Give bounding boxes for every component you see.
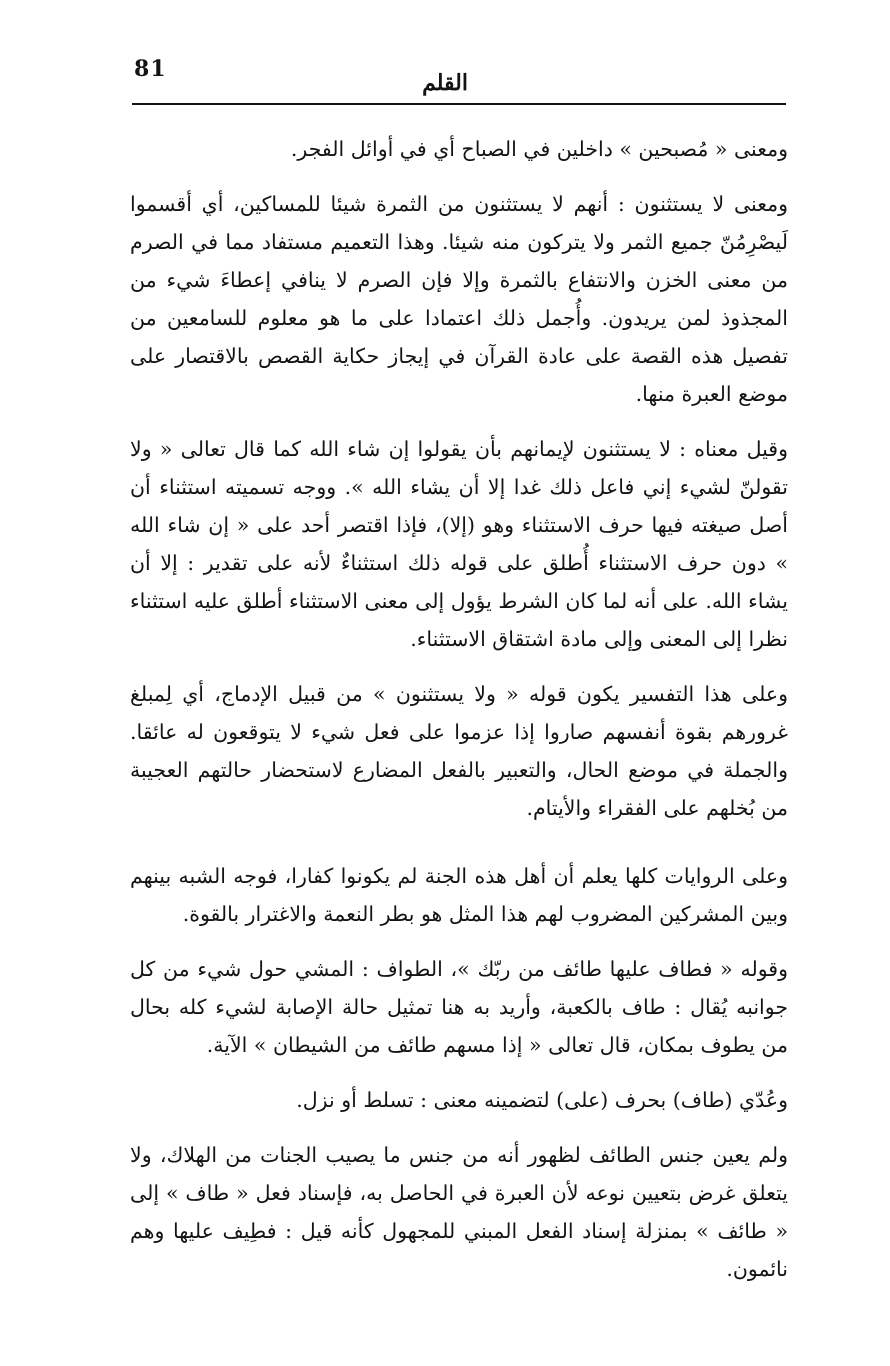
paragraph: وعلى هذا التفسير يكون قوله « ولا يستثنون » من قبيل الإدماج، أي لِمبلغ غرورهم بقوة أنفسهم صاروا إذا عزموا على فعل شيء لا يتوقعون له عائقا. والجملة في موضع الحال، والتعبير بالفعل المضارع لاستحضار حالتهم العجيبة من بُخلهم على الفقراء والأيتام. <box>130 682 788 820</box>
paragraph: وعُدّي (طاف) بحرف (على) لتضمينه معنى : تسلط أو نزل. <box>296 1088 788 1112</box>
running-title: القلم <box>422 70 468 96</box>
header-rule <box>132 103 786 105</box>
page-body <box>130 130 788 1305</box>
paragraph: وقيل معناه : لا يستثنون لإيمانهم بأن يقولوا إن شاء الله كما قال تعالى « ولا تقولنّ لشيء إني فاعل ذلك غدا إلا أن يشاء الله ». ووجه تسميته استثناء أن أصل صيغته فيها حرف الاستثناء وهو (إلا)، فإذا اقتصر أحد على « إن شاء الله » دون حرف الاستثناء أُطلق على قوله ذلك استثناءٌ لأنه على تقدير : إلا أن يشاء الله. على أنه لما كان الشرط يؤول إلى معنى الاستثناء أطلق عليه استثناء نظرا إلى المعنى وإلى مادة اشتقاق الاستثناء. <box>130 437 788 651</box>
paragraph: وقوله « فطاف عليها طائف من ربّك »، الطواف : المشي حول شيء من كل جوانبه يُقال : طاف بالكعبة، وأريد به هنا تمثيل حالة الإصابة لشيء كله بحال من يطوف بمكان، قال تعالى « إذا مسهم طائف من الشيطان » الآية. <box>130 957 788 1057</box>
paragraph: ولم يعين جنس الطائف لظهور أنه من جنس ما يصيب الجنات من الهلاك، ولا يتعلق غرض بتعيين نوعه لأن العبرة في الحاصل به، فإسناد فعل « طاف » إلى « طائف » بمنزلة إسناد الفعل المبني للمجهول كأنه قيل : فطِيف عليها وهم نائمون. <box>130 1143 788 1281</box>
paragraph: ومعنى « مُصبحين » داخلين في الصباح أي في أوائل الفجر. <box>290 137 788 161</box>
paragraph: وعلى الروايات كلها يعلم أن أهل هذه الجنة لم يكونوا كفارا، فوجه الشبه بينهم وبين المشركين المضروب لهم هذا المثل هو بطر النعمة والاغترار بالقوة. <box>130 864 788 926</box>
paragraph: ومعنى لا يستثنون : أنهم لا يستثنون من الثمرة شيئا للمساكين، أي أقسموا لَيصْرِمُنّ جميع الثمر ولا يتركون منه شيئا. وهذا التعميم مستفاد مما في الصرم من معنى الخزن والانتفاع بالثمرة وإلا فإن الصرم لا ينافي إعطاءَ شيء من المجذوذ لمن يريدون. وأُجمل ذلك اعتمادا على ما هو معلوم للسامعين من تفصيل هذه القصة على عادة القرآن في إيجاز حكاية القصص بالاقتصار على موضع العبرة منها. <box>130 192 788 406</box>
page-number: 81 <box>134 56 167 82</box>
